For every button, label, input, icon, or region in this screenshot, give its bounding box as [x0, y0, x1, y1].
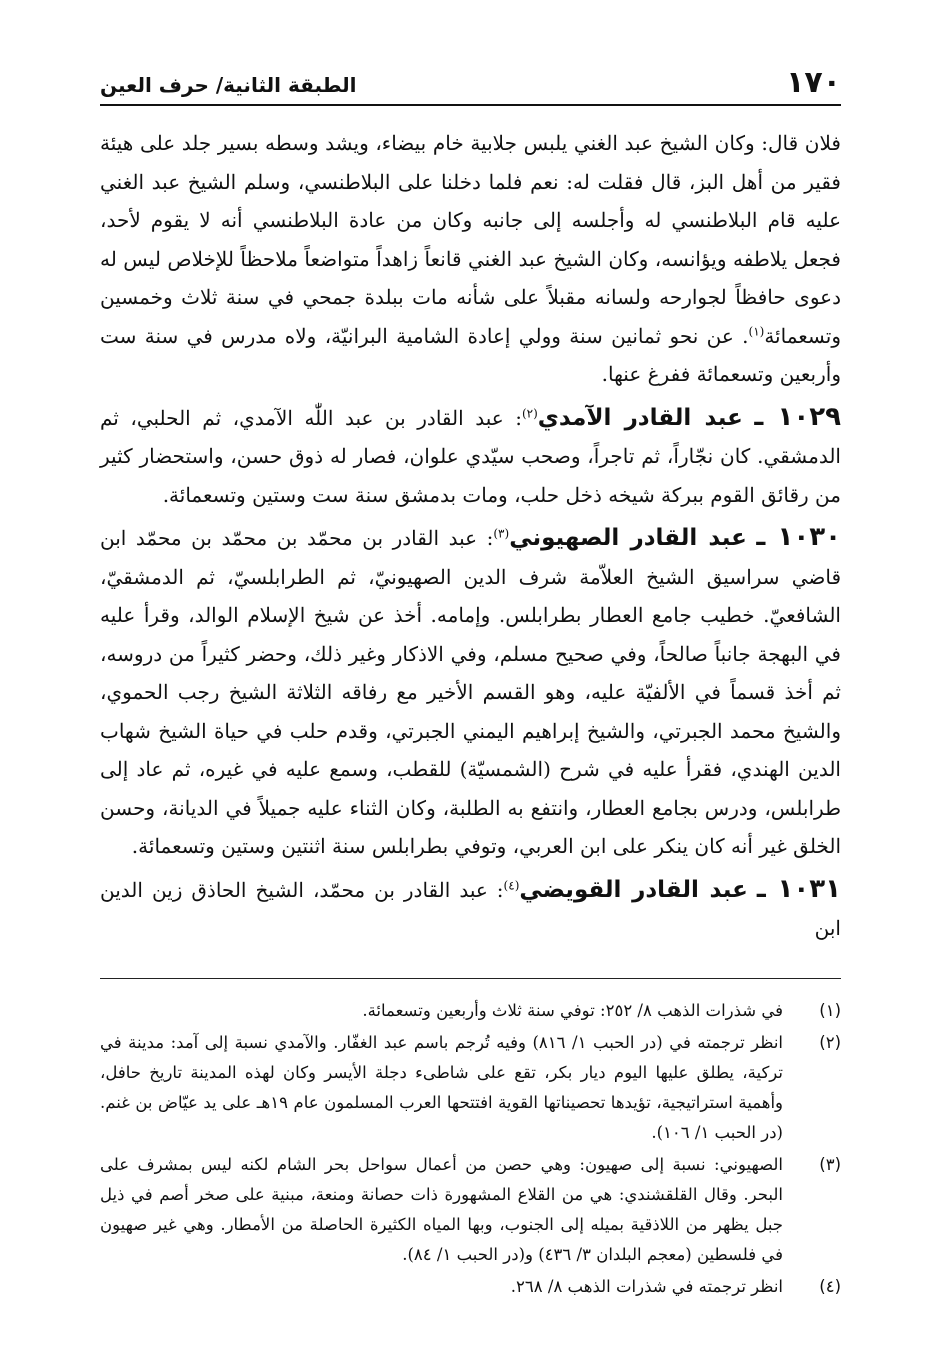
footnote	[100, 1150, 841, 1270]
entry-name: عبد القادر الصهيوني	[509, 525, 747, 551]
main-text	[100, 124, 841, 948]
footnote-reference: (١)	[748, 323, 765, 338]
footnote-number: (٤)	[819, 1277, 841, 1296]
entry-number: ١٠٣٠ ـ	[756, 522, 841, 552]
footnote-divider	[100, 978, 841, 979]
page-header	[100, 66, 841, 106]
page-number: ١٧٠	[786, 65, 841, 100]
footnote-reference: (٣)	[493, 526, 510, 541]
footnote-reference: (٢)	[521, 405, 538, 420]
footnote-number: (٣)	[819, 1155, 841, 1174]
continuation-paragraph	[100, 124, 841, 394]
entry-text: : عبد القادر بن عبد اللّٰه الآمدي، ثم الحلبي، ثم الدمشقي. كان نجّاراً، ثم تاجراً، وصحب سيّدي علوان، فصار له ذوق حسن، واستحضار كثير من رقائق القوم ببركة شيخه ذخل حلب، ومات بدمشق سنة ست وستين وتسعمائة.	[100, 405, 841, 507]
entry-number: ١٠٣١ ـ	[756, 873, 841, 904]
footnote-text: انظر ترجمته في (در الحبب ١/ ٨١٦) وفيه تُرجم باسم عبد الغفّار. والآمدي نسبة إلى آمد: مدينة في تركية، يطلق عليها اليوم ديار بكر، تقع على شاطىء دجلة الأيسر وكان لهذه المدينة تاريخ حافل، وأهمية استراتيجية، تؤيدها تحصيناتها القوية افتتحها العرب المسلمون عام ١٩هـ على يد عيّاض بن غنم. (در الحبب ١/ ١٠٦).	[100, 1033, 784, 1142]
paragraph-text: فلان قال: وكان الشيخ عبد الغني يلبس جلابية خام بيضاء، ويشد وسطه بسير جلد على هيئة فقير من أهل البز، قال فقلت له: نعم فلما دخلنا على البلاطنسي، وسلم الشيخ عبد الغني عليه قام البلاطنسي له وأجلسه إلى جانبه وكان من عادة البلاطنسي أنه لا يقوم لأحد، فجعل يلاطفه ويؤانسه، وكان الشيخ عبد الغني قانعاً زاهداً متواضعاً ملاحظاً للإخلاص ليس له دعوى حافظاً لجوارحه ولسانه مقبلاً على شأنه مات ببلدة جمحي في سنة ثلاث وخمسين وتسعمائة	[100, 131, 841, 348]
entry-number: ١٠٢٩ ـ	[754, 401, 842, 432]
footnote-reference: (٤)	[503, 877, 520, 892]
footnote-text: في شذرات الذهب ٨/ ٢٥٢: توفي سنة ثلاث وأربعين وتسعمائة.	[362, 1001, 783, 1020]
entry-text: : عبد القادر بن محمّد بن محمّد بن محمّد ابن قاضي سراسيق الشيخ العلاّمة شرف الدين الصهيونيّ، ثم الطرابلسيّ، ثم الدمشقيّ، الشافعيّ. خطيب جامع العطار بطرابلس. وإمامه. أخذ عن شيخ الإسلام الوالد، وقرأ عليه في البهجة جانباً صالحاً، وفي صحيح مسلم، وفي الاذكار وغير ذلك، وحضر كثيراً من دروسه، ثم أخذ قسماً في الألفيّة عليه، وهو القسم الأخير مع رفاقه الثلاثة الشيخ رجب الحموي، والشيخ محمد الجبرتي، والشيخ إبراهيم اليمني الجبرتي، وقدم حلب في حياة الشيخ شهاب الدين الهندي، فقرأ عليه في شرح (الشمسيّة) للقطب، وسمع عليه في غيره، ثم عاد إلى طرابلس، ودرس بجامع العطار، وانتفع به الطلبة، وكان الثناء عليه جميلاً في الديانة، وحسن الخلق غير أنه كان ينكر على ابن العربي، وتوفي بطرابلس سنة اثنتين وستين وتسعمائة.	[100, 526, 841, 858]
footnote	[100, 1028, 841, 1148]
entry-name: عبد القادر القويضي	[519, 876, 748, 903]
paragraph-text: . عن نحو ثمانين سنة وولي إعادة الشامية البرانيّة، ولاه مدرس في سنة ست وأربعين وتسعمائة ففرغ عنها.	[100, 323, 841, 386]
biography-entry	[100, 518, 841, 866]
footnote	[100, 996, 841, 1026]
entry-text: : عبد القادر بن محمّد، الشيخ الحاذق زين الدين ابن	[100, 877, 841, 940]
footnote-number: (٢)	[819, 1033, 841, 1052]
biography-entry	[100, 870, 841, 948]
biography-entry	[100, 398, 841, 515]
footnote-number: (١)	[819, 1001, 841, 1020]
footnote-text: الصهيوني: نسبة إلى صهيون: وهي حصن من أعمال سواحل بحر الشام لكنه ليس بمشرف على البحر. وقال القلقشندي: هي من القلاع المشهورة ذات حصانة ومنعة، مبنية على صخر أصم في ذيل جبل يظهر من اللاذقية بميله إلى الجنوب، وبها المياه الكثيرة الحاصلة من الأمطار. وهي غير صهيون في فلسطين (معجم البلدان ٣/ ٤٣٦) و(در الحبب ١/ ٨٤).	[100, 1155, 783, 1264]
footnotes	[100, 996, 841, 1304]
running-title: الطبقة الثانية/ حرف العين	[100, 73, 357, 97]
footnote-text: انظر ترجمته في شذرات الذهب ٨/ ٢٦٨.	[510, 1277, 783, 1296]
entry-name: عبد القادر الآمدي	[537, 404, 743, 431]
footnote	[100, 1272, 841, 1302]
